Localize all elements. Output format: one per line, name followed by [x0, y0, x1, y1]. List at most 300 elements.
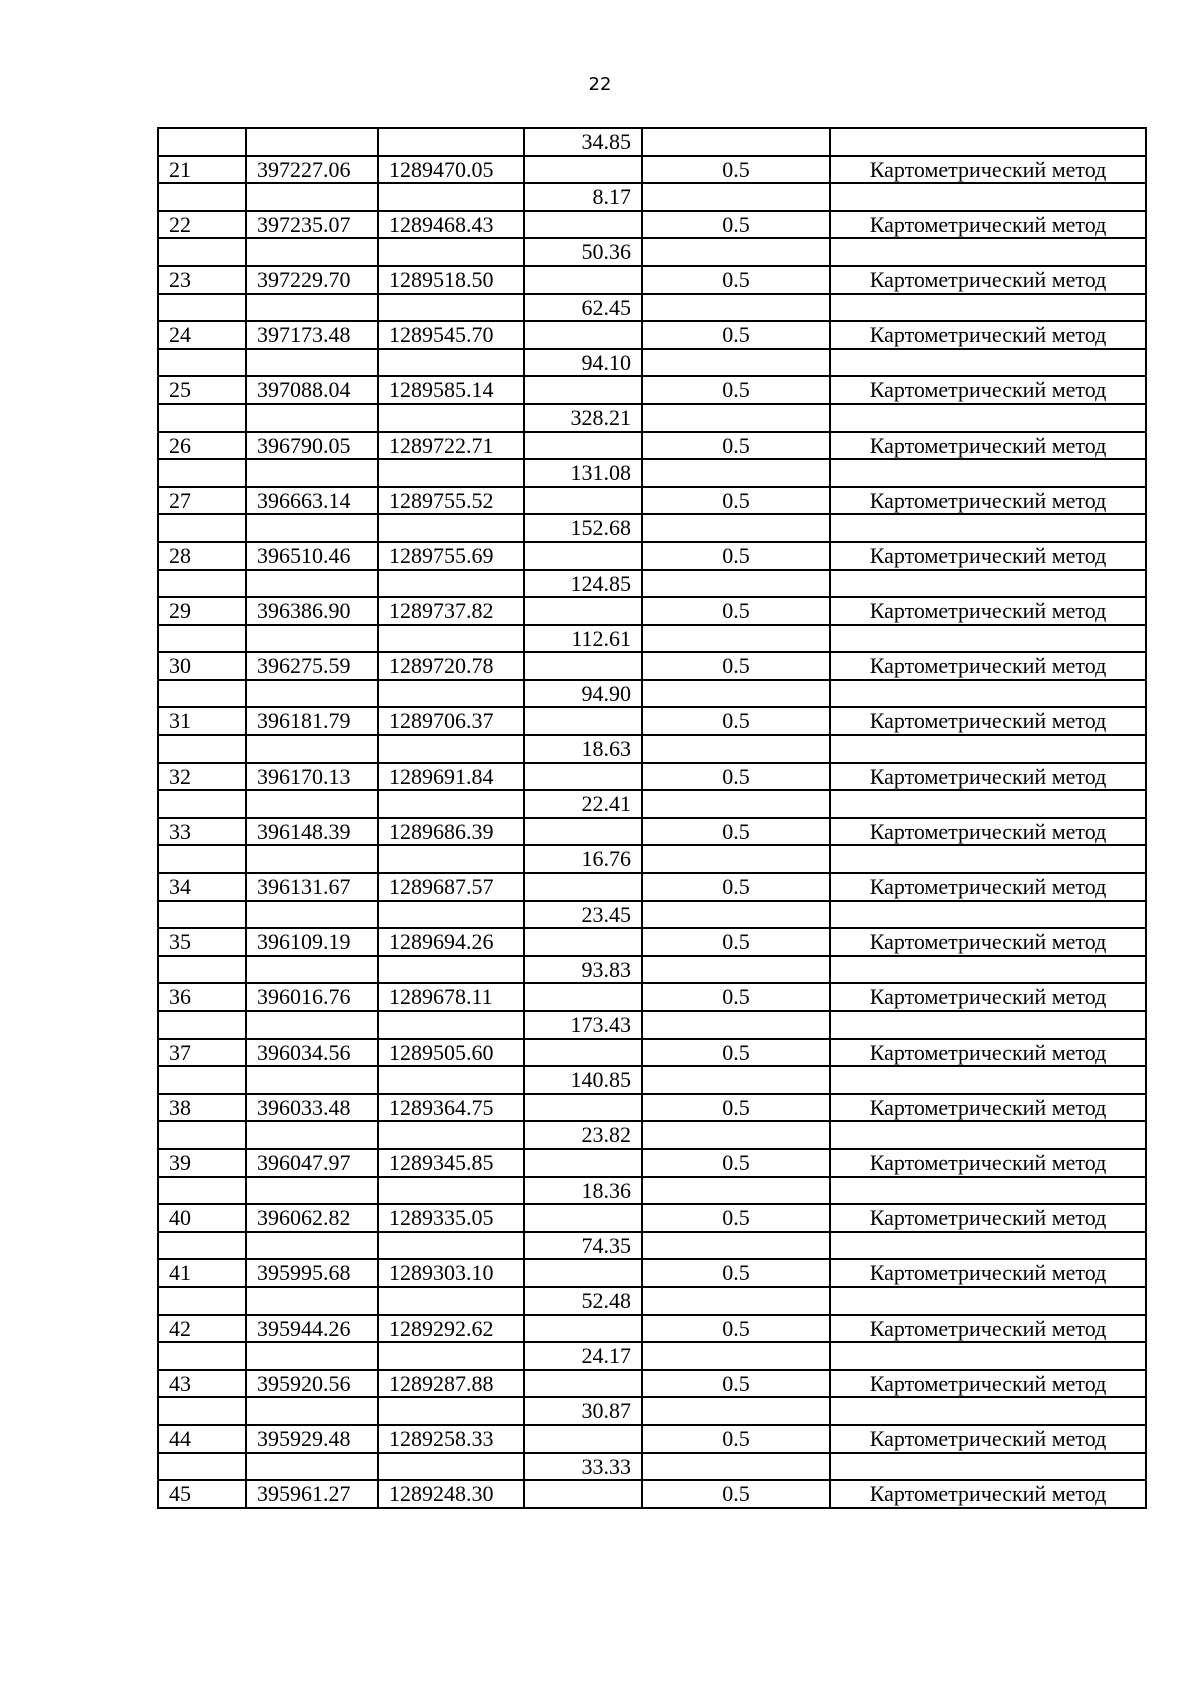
- distance-cell: 16.76: [524, 845, 642, 873]
- y-coordinate-cell: [378, 625, 524, 653]
- distance-row: [158, 349, 1146, 377]
- method-cell: [830, 128, 1146, 156]
- accuracy-cell: [642, 1453, 830, 1481]
- accuracy-cell: 0.5: [642, 983, 830, 1011]
- method-cell: Картометрический метод: [830, 1480, 1146, 1508]
- distance-cell: 74.35: [524, 1232, 642, 1260]
- y-coordinate-cell: [378, 1453, 524, 1481]
- distance-cell: 112.61: [524, 625, 642, 653]
- x-coordinate-cell: 396386.90: [246, 597, 378, 625]
- point-row: [158, 1315, 1146, 1343]
- point-number-cell: [158, 183, 246, 211]
- accuracy-cell: 0.5: [642, 1315, 830, 1343]
- x-coordinate-cell: [246, 1397, 378, 1425]
- y-coordinate-cell: 1289720.78: [378, 652, 524, 680]
- x-coordinate-cell: 396034.56: [246, 1039, 378, 1067]
- point-number-cell: 26: [158, 432, 246, 460]
- accuracy-cell: [642, 845, 830, 873]
- x-coordinate-cell: [246, 1121, 378, 1149]
- point-number-cell: [158, 790, 246, 818]
- method-cell: [830, 183, 1146, 211]
- point-row: [158, 928, 1146, 956]
- x-coordinate-cell: 397088.04: [246, 376, 378, 404]
- distance-cell: 23.45: [524, 901, 642, 929]
- distance-cell: 18.36: [524, 1177, 642, 1205]
- x-coordinate-cell: 396047.97: [246, 1149, 378, 1177]
- point-number-cell: 44: [158, 1425, 246, 1453]
- distance-cell: [524, 652, 642, 680]
- point-number-cell: 38: [158, 1094, 246, 1122]
- distance-row: [158, 128, 1146, 156]
- x-coordinate-cell: 395929.48: [246, 1425, 378, 1453]
- point-row: [158, 1149, 1146, 1177]
- point-row: [158, 487, 1146, 515]
- accuracy-cell: [642, 183, 830, 211]
- accuracy-cell: [642, 570, 830, 598]
- x-coordinate-cell: 396663.14: [246, 487, 378, 515]
- y-coordinate-cell: 1289694.26: [378, 928, 524, 956]
- distance-row: [158, 459, 1146, 487]
- y-coordinate-cell: [378, 128, 524, 156]
- distance-row: [158, 1177, 1146, 1205]
- point-number-cell: 37: [158, 1039, 246, 1067]
- distance-cell: [524, 818, 642, 846]
- method-cell: [830, 680, 1146, 708]
- accuracy-cell: [642, 238, 830, 266]
- distance-row: [158, 570, 1146, 598]
- distance-row: [158, 1066, 1146, 1094]
- method-cell: Картометрический метод: [830, 928, 1146, 956]
- point-number-cell: 23: [158, 266, 246, 294]
- distance-row: [158, 845, 1146, 873]
- accuracy-cell: [642, 349, 830, 377]
- method-cell: [830, 735, 1146, 763]
- distance-cell: 34.85: [524, 128, 642, 156]
- method-cell: [830, 956, 1146, 984]
- y-coordinate-cell: [378, 790, 524, 818]
- y-coordinate-cell: [378, 459, 524, 487]
- distance-cell: [524, 707, 642, 735]
- distance-cell: [524, 763, 642, 791]
- accuracy-cell: [642, 790, 830, 818]
- x-coordinate-cell: 395920.56: [246, 1370, 378, 1398]
- method-cell: Картометрический метод: [830, 432, 1146, 460]
- method-cell: [830, 1066, 1146, 1094]
- distance-row: [158, 790, 1146, 818]
- accuracy-cell: 0.5: [642, 1425, 830, 1453]
- distance-cell: 94.10: [524, 349, 642, 377]
- x-coordinate-cell: [246, 128, 378, 156]
- distance-row: [158, 680, 1146, 708]
- distance-cell: [524, 1149, 642, 1177]
- y-coordinate-cell: 1289364.75: [378, 1094, 524, 1122]
- accuracy-cell: [642, 735, 830, 763]
- distance-cell: [524, 321, 642, 349]
- x-coordinate-cell: 397227.06: [246, 156, 378, 184]
- method-cell: [830, 845, 1146, 873]
- distance-cell: 18.63: [524, 735, 642, 763]
- accuracy-cell: [642, 294, 830, 322]
- distance-row: [158, 238, 1146, 266]
- x-coordinate-cell: 396170.13: [246, 763, 378, 791]
- point-number-cell: [158, 956, 246, 984]
- distance-cell: 94.90: [524, 680, 642, 708]
- method-cell: [830, 514, 1146, 542]
- method-cell: Картометрический метод: [830, 597, 1146, 625]
- method-cell: Картометрический метод: [830, 983, 1146, 1011]
- distance-row: [158, 735, 1146, 763]
- y-coordinate-cell: 1289258.33: [378, 1425, 524, 1453]
- method-cell: Картометрический метод: [830, 1039, 1146, 1067]
- point-number-cell: [158, 459, 246, 487]
- x-coordinate-cell: [246, 1342, 378, 1370]
- y-coordinate-cell: 1289292.62: [378, 1315, 524, 1343]
- point-row: [158, 818, 1146, 846]
- point-number-cell: 36: [158, 983, 246, 1011]
- method-cell: Картометрический метод: [830, 1094, 1146, 1122]
- y-coordinate-cell: 1289505.60: [378, 1039, 524, 1067]
- x-coordinate-cell: [246, 735, 378, 763]
- accuracy-cell: [642, 1287, 830, 1315]
- y-coordinate-cell: [378, 1232, 524, 1260]
- method-cell: [830, 459, 1146, 487]
- distance-cell: [524, 1370, 642, 1398]
- method-cell: [830, 404, 1146, 432]
- accuracy-cell: 0.5: [642, 1039, 830, 1067]
- y-coordinate-cell: [378, 349, 524, 377]
- point-number-cell: 35: [158, 928, 246, 956]
- x-coordinate-cell: 396148.39: [246, 818, 378, 846]
- method-cell: [830, 1453, 1146, 1481]
- method-cell: [830, 238, 1146, 266]
- distance-cell: [524, 542, 642, 570]
- y-coordinate-cell: 1289686.39: [378, 818, 524, 846]
- accuracy-cell: 0.5: [642, 321, 830, 349]
- point-number-cell: [158, 1011, 246, 1039]
- y-coordinate-cell: 1289545.70: [378, 321, 524, 349]
- point-number-cell: 25: [158, 376, 246, 404]
- y-coordinate-cell: 1289585.14: [378, 376, 524, 404]
- x-coordinate-cell: 395961.27: [246, 1480, 378, 1508]
- x-coordinate-cell: [246, 680, 378, 708]
- x-coordinate-cell: 395995.68: [246, 1259, 378, 1287]
- point-number-cell: 32: [158, 763, 246, 791]
- distance-cell: [524, 1204, 642, 1232]
- point-number-cell: 28: [158, 542, 246, 570]
- distance-cell: [524, 432, 642, 460]
- accuracy-cell: [642, 514, 830, 542]
- point-row: [158, 266, 1146, 294]
- x-coordinate-cell: [246, 570, 378, 598]
- distance-row: [158, 294, 1146, 322]
- distance-cell: 30.87: [524, 1397, 642, 1425]
- accuracy-cell: 0.5: [642, 211, 830, 239]
- x-coordinate-cell: 397229.70: [246, 266, 378, 294]
- y-coordinate-cell: 1289737.82: [378, 597, 524, 625]
- y-coordinate-cell: 1289345.85: [378, 1149, 524, 1177]
- point-number-cell: [158, 294, 246, 322]
- distance-cell: [524, 1039, 642, 1067]
- distance-cell: 140.85: [524, 1066, 642, 1094]
- distance-row: [158, 1397, 1146, 1425]
- distance-cell: [524, 928, 642, 956]
- y-coordinate-cell: 1289755.69: [378, 542, 524, 570]
- y-coordinate-cell: 1289468.43: [378, 211, 524, 239]
- point-row: [158, 321, 1146, 349]
- method-cell: [830, 1011, 1146, 1039]
- x-coordinate-cell: 396275.59: [246, 652, 378, 680]
- point-row: [158, 542, 1146, 570]
- point-number-cell: [158, 1287, 246, 1315]
- point-row: [158, 983, 1146, 1011]
- method-cell: Картометрический метод: [830, 1149, 1146, 1177]
- point-row: [158, 376, 1146, 404]
- point-row: [158, 1259, 1146, 1287]
- x-coordinate-cell: [246, 1453, 378, 1481]
- method-cell: Картометрический метод: [830, 1204, 1146, 1232]
- accuracy-cell: 0.5: [642, 1480, 830, 1508]
- distance-cell: [524, 1480, 642, 1508]
- point-number-cell: 39: [158, 1149, 246, 1177]
- accuracy-cell: 0.5: [642, 432, 830, 460]
- point-number-cell: [158, 1453, 246, 1481]
- x-coordinate-cell: [246, 1011, 378, 1039]
- distance-row: [158, 1287, 1146, 1315]
- distance-cell: [524, 211, 642, 239]
- distance-cell: [524, 873, 642, 901]
- accuracy-cell: 0.5: [642, 873, 830, 901]
- point-row: [158, 707, 1146, 735]
- x-coordinate-cell: [246, 294, 378, 322]
- point-number-cell: [158, 404, 246, 432]
- distance-cell: [524, 1094, 642, 1122]
- x-coordinate-cell: 396033.48: [246, 1094, 378, 1122]
- method-cell: [830, 901, 1146, 929]
- point-row: [158, 1204, 1146, 1232]
- distance-row: [158, 956, 1146, 984]
- method-cell: Картометрический метод: [830, 211, 1146, 239]
- distance-cell: [524, 1425, 642, 1453]
- x-coordinate-cell: [246, 790, 378, 818]
- point-number-cell: 21: [158, 156, 246, 184]
- y-coordinate-cell: [378, 514, 524, 542]
- distance-row: [158, 1121, 1146, 1149]
- method-cell: Картометрический метод: [830, 1315, 1146, 1343]
- y-coordinate-cell: [378, 183, 524, 211]
- method-cell: Картометрический метод: [830, 487, 1146, 515]
- accuracy-cell: [642, 128, 830, 156]
- point-number-cell: 40: [158, 1204, 246, 1232]
- distance-cell: 52.48: [524, 1287, 642, 1315]
- point-row: [158, 1094, 1146, 1122]
- point-number-cell: 31: [158, 707, 246, 735]
- point-row: [158, 1480, 1146, 1508]
- method-cell: [830, 349, 1146, 377]
- point-number-cell: [158, 349, 246, 377]
- distance-row: [158, 901, 1146, 929]
- distance-cell: 124.85: [524, 570, 642, 598]
- point-row: [158, 432, 1146, 460]
- x-coordinate-cell: 397235.07: [246, 211, 378, 239]
- x-coordinate-cell: [246, 183, 378, 211]
- y-coordinate-cell: [378, 238, 524, 266]
- point-row: [158, 1425, 1146, 1453]
- method-cell: Картометрический метод: [830, 376, 1146, 404]
- x-coordinate-cell: [246, 238, 378, 266]
- method-cell: Картометрический метод: [830, 266, 1146, 294]
- accuracy-cell: 0.5: [642, 1204, 830, 1232]
- accuracy-cell: 0.5: [642, 818, 830, 846]
- point-number-cell: [158, 1121, 246, 1149]
- distance-row: [158, 625, 1146, 653]
- y-coordinate-cell: 1289678.11: [378, 983, 524, 1011]
- coordinates-table: [157, 127, 1147, 1509]
- y-coordinate-cell: 1289518.50: [378, 266, 524, 294]
- distance-row: [158, 1342, 1146, 1370]
- point-row: [158, 156, 1146, 184]
- distance-cell: 22.41: [524, 790, 642, 818]
- point-number-cell: 29: [158, 597, 246, 625]
- accuracy-cell: [642, 1232, 830, 1260]
- y-coordinate-cell: 1289755.52: [378, 487, 524, 515]
- point-row: [158, 597, 1146, 625]
- method-cell: Картометрический метод: [830, 1370, 1146, 1398]
- point-number-cell: [158, 570, 246, 598]
- distance-cell: 24.17: [524, 1342, 642, 1370]
- accuracy-cell: 0.5: [642, 487, 830, 515]
- accuracy-cell: [642, 1342, 830, 1370]
- y-coordinate-cell: [378, 1287, 524, 1315]
- distance-cell: 328.21: [524, 404, 642, 432]
- y-coordinate-cell: [378, 680, 524, 708]
- distance-cell: 8.17: [524, 183, 642, 211]
- x-coordinate-cell: 395944.26: [246, 1315, 378, 1343]
- point-number-cell: [158, 1066, 246, 1094]
- y-coordinate-cell: [378, 735, 524, 763]
- point-number-cell: [158, 238, 246, 266]
- method-cell: [830, 1287, 1146, 1315]
- point-number-cell: 30: [158, 652, 246, 680]
- accuracy-cell: [642, 1121, 830, 1149]
- y-coordinate-cell: [378, 1342, 524, 1370]
- distance-cell: [524, 156, 642, 184]
- method-cell: Картометрический метод: [830, 652, 1146, 680]
- accuracy-cell: [642, 1177, 830, 1205]
- x-coordinate-cell: [246, 956, 378, 984]
- method-cell: Картометрический метод: [830, 1425, 1146, 1453]
- point-number-cell: 33: [158, 818, 246, 846]
- y-coordinate-cell: [378, 1121, 524, 1149]
- method-cell: [830, 570, 1146, 598]
- point-number-cell: [158, 1177, 246, 1205]
- distance-cell: 50.36: [524, 238, 642, 266]
- x-coordinate-cell: [246, 349, 378, 377]
- accuracy-cell: 0.5: [642, 652, 830, 680]
- accuracy-cell: 0.5: [642, 156, 830, 184]
- x-coordinate-cell: 396790.05: [246, 432, 378, 460]
- point-number-cell: 43: [158, 1370, 246, 1398]
- accuracy-cell: 0.5: [642, 597, 830, 625]
- distance-cell: 131.08: [524, 459, 642, 487]
- y-coordinate-cell: [378, 570, 524, 598]
- point-number-cell: [158, 1397, 246, 1425]
- point-row: [158, 1370, 1146, 1398]
- method-cell: [830, 790, 1146, 818]
- y-coordinate-cell: [378, 845, 524, 873]
- y-coordinate-cell: 1289335.05: [378, 1204, 524, 1232]
- x-coordinate-cell: [246, 625, 378, 653]
- point-number-cell: 27: [158, 487, 246, 515]
- point-number-cell: [158, 901, 246, 929]
- y-coordinate-cell: [378, 1397, 524, 1425]
- method-cell: [830, 1342, 1146, 1370]
- accuracy-cell: 0.5: [642, 707, 830, 735]
- method-cell: [830, 625, 1146, 653]
- accuracy-cell: [642, 1066, 830, 1094]
- point-number-cell: [158, 680, 246, 708]
- method-cell: Картометрический метод: [830, 542, 1146, 570]
- point-number-cell: 22: [158, 211, 246, 239]
- accuracy-cell: 0.5: [642, 1370, 830, 1398]
- y-coordinate-cell: [378, 404, 524, 432]
- distance-cell: [524, 376, 642, 404]
- coordinates-table-body: [158, 128, 1146, 1508]
- x-coordinate-cell: [246, 845, 378, 873]
- method-cell: [830, 1121, 1146, 1149]
- method-cell: Картометрический метод: [830, 707, 1146, 735]
- method-cell: Картометрический метод: [830, 321, 1146, 349]
- accuracy-cell: 0.5: [642, 763, 830, 791]
- accuracy-cell: [642, 1011, 830, 1039]
- page-number: 22: [588, 74, 612, 95]
- y-coordinate-cell: 1289706.37: [378, 707, 524, 735]
- accuracy-cell: [642, 404, 830, 432]
- x-coordinate-cell: [246, 1177, 378, 1205]
- accuracy-cell: [642, 680, 830, 708]
- distance-cell: [524, 487, 642, 515]
- x-coordinate-cell: [246, 459, 378, 487]
- point-number-cell: 45: [158, 1480, 246, 1508]
- point-number-cell: 41: [158, 1259, 246, 1287]
- method-cell: [830, 1177, 1146, 1205]
- method-cell: [830, 1232, 1146, 1260]
- accuracy-cell: 0.5: [642, 542, 830, 570]
- y-coordinate-cell: [378, 294, 524, 322]
- point-number-cell: [158, 735, 246, 763]
- point-number-cell: 24: [158, 321, 246, 349]
- x-coordinate-cell: 396062.82: [246, 1204, 378, 1232]
- point-number-cell: [158, 128, 246, 156]
- accuracy-cell: 0.5: [642, 266, 830, 294]
- distance-cell: 152.68: [524, 514, 642, 542]
- y-coordinate-cell: 1289691.84: [378, 763, 524, 791]
- accuracy-cell: [642, 1397, 830, 1425]
- x-coordinate-cell: 396109.19: [246, 928, 378, 956]
- accuracy-cell: [642, 459, 830, 487]
- x-coordinate-cell: 396510.46: [246, 542, 378, 570]
- x-coordinate-cell: [246, 514, 378, 542]
- distance-cell: [524, 1259, 642, 1287]
- distance-cell: 62.45: [524, 294, 642, 322]
- x-coordinate-cell: 396016.76: [246, 983, 378, 1011]
- accuracy-cell: [642, 625, 830, 653]
- y-coordinate-cell: [378, 1066, 524, 1094]
- point-row: [158, 873, 1146, 901]
- point-number-cell: 34: [158, 873, 246, 901]
- method-cell: [830, 294, 1146, 322]
- distance-row: [158, 1232, 1146, 1260]
- y-coordinate-cell: 1289722.71: [378, 432, 524, 460]
